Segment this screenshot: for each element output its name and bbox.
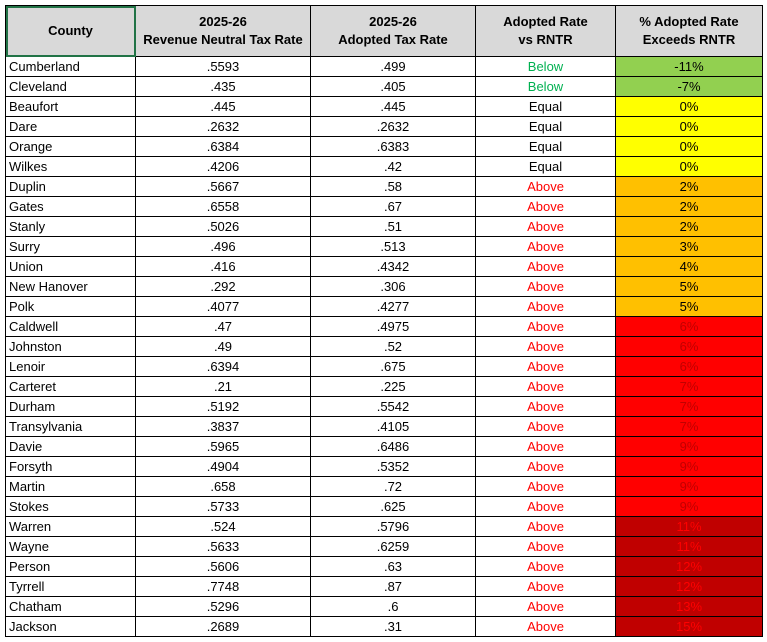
cell-compare[interactable]: Above [476, 277, 616, 297]
table-row [6, 337, 763, 357]
table-row [6, 97, 763, 117]
cell-county[interactable]: Transylvania [6, 417, 136, 437]
table-row [6, 497, 763, 517]
cell-pct[interactable]: 6% [616, 317, 763, 337]
cell-county[interactable]: Duplin [6, 177, 136, 197]
cell-adopted[interactable]: .51 [311, 217, 476, 237]
table-row [6, 417, 763, 437]
cell-compare[interactable]: Above [476, 417, 616, 437]
table-row [6, 277, 763, 297]
cell-rntr[interactable]: .496 [136, 237, 311, 257]
cell-adopted[interactable]: .5352 [311, 457, 476, 477]
cell-pct[interactable]: 12% [616, 557, 763, 577]
cell-compare[interactable]: Below [476, 57, 616, 77]
table-row [6, 297, 763, 317]
cell-compare[interactable]: Above [476, 377, 616, 397]
cell-adopted[interactable]: .4342 [311, 257, 476, 277]
table-row [6, 397, 763, 417]
cell-county[interactable]: Union [6, 257, 136, 277]
cell-county[interactable]: Carteret [6, 377, 136, 397]
cell-compare[interactable]: Equal [476, 137, 616, 157]
cell-compare[interactable]: Above [476, 477, 616, 497]
cell-county[interactable]: Gates [6, 197, 136, 217]
cell-county[interactable]: Wilkes [6, 157, 136, 177]
cell-compare[interactable]: Above [476, 597, 616, 617]
cell-rntr[interactable]: .5192 [136, 397, 311, 417]
cell-compare[interactable]: Above [476, 517, 616, 537]
cell-rntr[interactable]: .21 [136, 377, 311, 397]
table-row [6, 377, 763, 397]
cell-compare[interactable]: Above [476, 617, 616, 637]
cell-pct[interactable]: 12% [616, 577, 763, 597]
cell-county[interactable]: Caldwell [6, 317, 136, 337]
header-rntr-year: 2025-26 [199, 14, 247, 29]
cell-adopted[interactable]: .6486 [311, 437, 476, 457]
cell-pct[interactable]: 11% [616, 537, 763, 557]
table-row [6, 157, 763, 177]
cell-pct[interactable]: 9% [616, 437, 763, 457]
cell-compare[interactable]: Above [476, 317, 616, 337]
cell-compare[interactable]: Above [476, 237, 616, 257]
table-row [6, 357, 763, 377]
header-adopted[interactable] [311, 6, 476, 57]
cell-pct[interactable]: 6% [616, 337, 763, 357]
cell-rntr[interactable]: .292 [136, 277, 311, 297]
tax-rate-table [5, 5, 763, 637]
header-compare[interactable] [476, 6, 616, 57]
cell-adopted[interactable]: .306 [311, 277, 476, 297]
cell-county[interactable]: Jackson [6, 617, 136, 637]
cell-county[interactable]: Forsyth [6, 457, 136, 477]
cell-adopted[interactable]: .58 [311, 177, 476, 197]
cell-pct[interactable]: 5% [616, 277, 763, 297]
cell-rntr[interactable]: .4077 [136, 297, 311, 317]
cell-pct[interactable]: 7% [616, 417, 763, 437]
cell-county[interactable]: Cleveland [6, 77, 136, 97]
cell-rntr[interactable]: .3837 [136, 417, 311, 437]
table-row [6, 617, 763, 637]
cell-rntr[interactable]: .5606 [136, 557, 311, 577]
cell-rntr[interactable]: .5965 [136, 437, 311, 457]
cell-county[interactable]: Wayne [6, 537, 136, 557]
table-row [6, 317, 763, 337]
cell-county[interactable]: Stokes [6, 497, 136, 517]
cell-compare[interactable]: Above [476, 497, 616, 517]
table-row [6, 517, 763, 537]
cell-county[interactable]: Martin [6, 477, 136, 497]
table-row [6, 77, 763, 97]
cell-compare[interactable]: Above [476, 457, 616, 477]
cell-adopted[interactable]: .2632 [311, 117, 476, 137]
table-row [6, 537, 763, 557]
cell-compare[interactable]: Equal [476, 157, 616, 177]
cell-rntr[interactable]: .5296 [136, 597, 311, 617]
cell-rntr[interactable]: .2632 [136, 117, 311, 137]
cell-compare[interactable]: Above [476, 337, 616, 357]
cell-adopted[interactable]: .405 [311, 77, 476, 97]
cell-compare[interactable]: Above [476, 297, 616, 317]
cell-pct[interactable]: 9% [616, 497, 763, 517]
header-county[interactable] [6, 6, 136, 57]
table-row [6, 137, 763, 157]
cell-county[interactable]: Warren [6, 517, 136, 537]
cell-pct[interactable]: 2% [616, 177, 763, 197]
cell-compare[interactable]: Above [476, 537, 616, 557]
cell-adopted[interactable]: .67 [311, 197, 476, 217]
table-row [6, 597, 763, 617]
cell-compare[interactable]: Above [476, 257, 616, 277]
cell-compare[interactable]: Equal [476, 97, 616, 117]
cell-adopted[interactable]: .52 [311, 337, 476, 357]
cell-rntr[interactable]: .7748 [136, 577, 311, 597]
cell-rntr[interactable]: .5026 [136, 217, 311, 237]
table-row [6, 557, 763, 577]
cell-compare[interactable]: Above [476, 197, 616, 217]
table-row [6, 257, 763, 277]
cell-rntr[interactable]: .5593 [136, 57, 311, 77]
cell-pct[interactable]: 0% [616, 117, 763, 137]
cell-rntr[interactable]: .658 [136, 477, 311, 497]
table-body [6, 57, 763, 637]
cell-pct[interactable]: 9% [616, 457, 763, 477]
cell-compare[interactable]: Above [476, 437, 616, 457]
header-pct[interactable] [616, 6, 763, 57]
cell-county[interactable]: Tyrrell [6, 577, 136, 597]
header-rntr[interactable] [136, 6, 311, 57]
cell-adopted[interactable]: .6383 [311, 137, 476, 157]
cell-rntr[interactable]: .49 [136, 337, 311, 357]
cell-county[interactable]: Polk [6, 297, 136, 317]
cell-compare[interactable]: Above [476, 557, 616, 577]
table-row [6, 477, 763, 497]
cell-pct[interactable]: 15% [616, 617, 763, 637]
cell-adopted[interactable]: .42 [311, 157, 476, 177]
cell-compare[interactable]: Above [476, 357, 616, 377]
cell-pct[interactable]: 9% [616, 477, 763, 497]
header-adopted-year: 2025-26 [369, 14, 417, 29]
cell-county[interactable]: New Hanover [6, 277, 136, 297]
cell-pct[interactable]: -11% [616, 57, 763, 77]
header-rntr-label: Revenue Neutral Tax Rate [143, 32, 303, 47]
cell-county[interactable]: Davie [6, 437, 136, 457]
cell-pct[interactable]: 4% [616, 257, 763, 277]
cell-county[interactable]: Johnston [6, 337, 136, 357]
table-row [6, 437, 763, 457]
cell-compare[interactable]: Equal [476, 117, 616, 137]
table-row [6, 457, 763, 477]
cell-adopted[interactable]: .225 [311, 377, 476, 397]
cell-rntr[interactable]: .5733 [136, 497, 311, 517]
cell-county[interactable]: Orange [6, 137, 136, 157]
cell-county[interactable]: Cumberland [6, 57, 136, 77]
cell-rntr[interactable]: .4904 [136, 457, 311, 477]
cell-county[interactable]: Lenoir [6, 357, 136, 377]
cell-adopted[interactable]: .5542 [311, 397, 476, 417]
table-row [6, 577, 763, 597]
cell-pct[interactable]: 11% [616, 517, 763, 537]
cell-compare[interactable]: Above [476, 397, 616, 417]
cell-county[interactable]: Chatham [6, 597, 136, 617]
table-row [6, 57, 763, 77]
header-adopted-label: Adopted Tax Rate [338, 32, 448, 47]
cell-rntr[interactable]: .4206 [136, 157, 311, 177]
header-pct-line1: % Adopted Rate [639, 14, 739, 29]
cell-adopted[interactable]: .72 [311, 477, 476, 497]
header-pct-line2: Exceeds RNTR [642, 32, 736, 47]
header-compare-line2: vs RNTR [518, 32, 573, 47]
cell-adopted[interactable]: .6259 [311, 537, 476, 557]
cell-compare[interactable]: Above [476, 177, 616, 197]
cell-adopted[interactable]: .445 [311, 97, 476, 117]
cell-county[interactable]: Durham [6, 397, 136, 417]
cell-county[interactable]: Stanly [6, 217, 136, 237]
cell-adopted[interactable]: .4975 [311, 317, 476, 337]
cell-compare[interactable]: Above [476, 217, 616, 237]
cell-rntr[interactable]: .6384 [136, 137, 311, 157]
cell-rntr[interactable]: .435 [136, 77, 311, 97]
cell-adopted[interactable]: .6 [311, 597, 476, 617]
cell-adopted[interactable]: .499 [311, 57, 476, 77]
cell-adopted[interactable]: .4277 [311, 297, 476, 317]
cell-pct[interactable]: 5% [616, 297, 763, 317]
cell-rntr[interactable]: .6394 [136, 357, 311, 377]
cell-rntr[interactable]: .524 [136, 517, 311, 537]
cell-pct[interactable]: 7% [616, 377, 763, 397]
cell-pct[interactable]: 2% [616, 217, 763, 237]
cell-rntr[interactable]: .5667 [136, 177, 311, 197]
header-compare-line1: Adopted Rate [503, 14, 588, 29]
cell-compare[interactable]: Below [476, 77, 616, 97]
cell-adopted[interactable]: .5796 [311, 517, 476, 537]
cell-rntr[interactable]: .47 [136, 317, 311, 337]
cell-pct[interactable]: -7% [616, 77, 763, 97]
cell-county[interactable]: Dare [6, 117, 136, 137]
cell-compare[interactable]: Above [476, 577, 616, 597]
cell-adopted[interactable]: .675 [311, 357, 476, 377]
cell-adopted[interactable]: .513 [311, 237, 476, 257]
cell-pct[interactable]: 13% [616, 597, 763, 617]
table-row [6, 237, 763, 257]
cell-adopted[interactable]: .31 [311, 617, 476, 637]
cell-pct[interactable]: 7% [616, 397, 763, 417]
cell-adopted[interactable]: .63 [311, 557, 476, 577]
header-county-label: County [48, 23, 93, 38]
cell-adopted[interactable]: .87 [311, 577, 476, 597]
cell-pct[interactable]: 0% [616, 97, 763, 117]
cell-pct[interactable]: 2% [616, 197, 763, 217]
cell-adopted[interactable]: .4105 [311, 417, 476, 437]
cell-rntr[interactable]: .445 [136, 97, 311, 117]
cell-county[interactable]: Surry [6, 237, 136, 257]
cell-pct[interactable]: 3% [616, 237, 763, 257]
table-row [6, 197, 763, 217]
cell-pct[interactable]: 6% [616, 357, 763, 377]
cell-county[interactable]: Beaufort [6, 97, 136, 117]
cell-county[interactable]: Person [6, 557, 136, 577]
cell-adopted[interactable]: .625 [311, 497, 476, 517]
table-header [6, 6, 763, 57]
cell-pct[interactable]: 0% [616, 157, 763, 177]
cell-pct[interactable]: 0% [616, 137, 763, 157]
table-row [6, 117, 763, 137]
cell-rntr[interactable]: .5633 [136, 537, 311, 557]
cell-rntr[interactable]: .2689 [136, 617, 311, 637]
table-row [6, 177, 763, 197]
header-row [6, 6, 763, 57]
table-row [6, 217, 763, 237]
cell-rntr[interactable]: .6558 [136, 197, 311, 217]
cell-rntr[interactable]: .416 [136, 257, 311, 277]
